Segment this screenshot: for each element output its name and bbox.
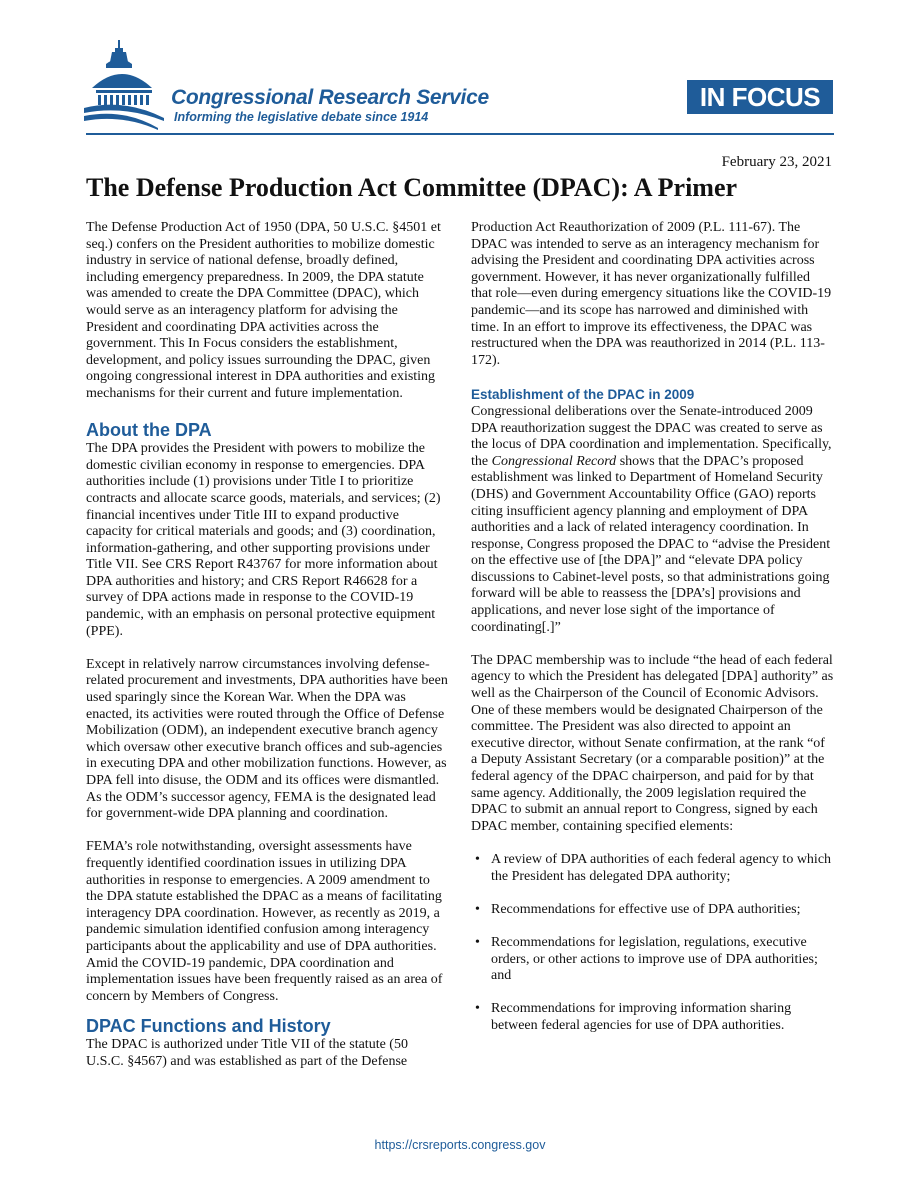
list-item [471,902,834,919]
list-item-text: A review of DPA authorities of each federal agency to which the President has delegated DPA authority; [491,851,832,884]
list-item-text: Recommendations for improving information sharing between federal agencies for use of DPA authorities. [491,1001,792,1033]
left-column [86,220,449,1087]
bullet-icon: • [475,1001,480,1017]
heading-about-dpa: About the DPA [86,420,212,441]
congressional-record-citation: Congressional Record [491,453,617,469]
in-focus-badge: IN FOCUS [687,80,833,114]
continued-paragraph: Production Act Reauthorization of 2009 (P.L. 111-67). The DPAC was intended to serve as an interagency mechanism for advising the President and coordinating DPA activities across government. However, it has never organizationally fulfilled that role—even during emergency situations like the COVID-19 pandemic—and its scope has narrowed and diminished with time. In an effort to improve its effectiveness, the DPAC was restructured when the DPA was reauthorized in 2014 (P.L. 113-172). [471,220,832,368]
org-tagline: Informing the legislative debate since 1914 [174,110,429,124]
footer-url[interactable]: https://crsreports.congress.gov [374,1138,546,1152]
list-item [471,852,834,885]
establishment-text-a: Congressional deliberations over the Senate-introduced 2009 DPA reauthorization suggest the DPAC was created to serve as the locus of DPA coordination and implementation. Specifically, the [471,403,832,469]
org-name: Congressional Research Service [171,86,489,109]
header-rule [86,133,834,135]
page-title: The Defense Production Act Committee (DPAC): A Primer [86,173,738,202]
report-elements-list [471,852,834,1035]
list-item-text: Recommendations for legislation, regulations, executive orders, or other actions to improve use of DPA authorities; and [491,934,818,984]
bullet-icon: • [475,851,480,867]
bullet-icon: • [475,934,480,950]
heading-dpac-functions: DPAC Functions and History [86,1016,331,1037]
establishment-text-b: shows that the DPAC’s proposed establishment was linked to Department of Homeland Security (DHS) and Government Accountability Office (GAO) reports citing insufficient agency planning and employment of DPA authorities and a lack of related interagency coordination. In response, Congress proposed the DPAC to “advise the President on the effective use of [the DPA]” and “elevate DPA policy discussions to Cabinet-level posts, so that administrations going forward will be able to reassess the [DPA’s] provisions and applications, and never lose sight of the importance of coordinating[.]” [471,453,831,635]
heading-establishment: Establishment of the DPAC in 2009 [471,386,695,402]
intro-paragraph: The Defense Production Act of 1950 (DPA, 50 U.S.C. §4501 et seq.) confers on the President authorities to mobilize domestic industry in service of national defense, broadly defined, including emergency preparedness. In 2009, the DPA statute was amended to create the DPA Committee (DPAC), which would serve as an interagency platform for advising the President and coordinating DPA activities across the government. This In Focus considers the establishment, development, and policy issues surrounding the DPAC, given ongoing congressional interest in DPA authorities and existing mechanisms for their current and future implementation. [86,220,441,401]
bullet-icon: • [475,901,480,917]
about-paragraph-2: Except in relatively narrow circumstances involving defense-related procurement and investments, DPA authorities have been used sparingly since the Korean War. When the DPA was enacted, its activities were routed through the Office of Defense Mobilization (ODM), an independent executive branch agency which oversaw other executive branch offices and sub-agencies in executing DPA and other mobilization functions. However, as DPA fell into disuse, the ODM and its offices were dismantled. As the ODM’s successor agency, FEMA is the designated lead for government-wide DPA planning and coordination. [86,656,448,822]
establishment-paragraph-2: The DPAC membership was to include “the head of each federal agency to which the President has delegated [DPA] authority” as well as the Chairperson of the Council of Economic Advisors. One of these members would be designated Chairperson of the committee. The President was also directed to appoint an executive director, without Senate confirmation, at the rank “of a Deputy Assistant Secretary (or a comparable position)” at the federal agency of the DPAC chairperson, and paid for by that same agency. Additionally, the 2009 legislation required the DPAC to submit an annual report to Congress, signed by each DPAC member, containing specified elements: [471,652,834,834]
list-item [471,1001,834,1034]
page-header [0,0,920,140]
establishment-paragraph-1 [471,404,834,636]
capitol-dome-icon [84,40,164,130]
publication-date: February 23, 2021 [721,154,832,170]
about-paragraph-3: FEMA’s role notwithstanding, oversight assessments have frequently identified coordination issues in utilizing DPA authorities in response to emergencies. A 2009 amendment to the DPA statute established the DPAC as a means of facilitating interagency DPA coordination. However, as recently as 2019, a pandemic simulation identified confusion among interagency participants about the applicability and use of DPA authorities. Amid the COVID-19 pandemic, DPA coordination and implementation issues have been frequently raised as an area of concern by Members of Congress. [86,839,443,1004]
about-paragraph-1: The DPA provides the President with powers to mobilize the domestic civilian economy in response to emergencies. DPA authorities include (1) provisions under Title I to prioritize contracts and allocate scarce goods, materials, and services; (2) financial incentives under Title III to expand productive capacity for critical materials and goods; and (3) coordination, information-gathering, and other supporting provisions under Title VII. See CRS Report R43767 for more information about DPA authorities and history; and CRS Report R46628 for a survey of DPA actions made in response to the COVID-19 pandemic, with an emphasis on personal protective equipment (PPE). [86,441,441,639]
list-item [471,935,834,985]
list-item-text: Recommendations for effective use of DPA authorities; [491,901,801,917]
functions-paragraph-1: The DPAC is authorized under Title VII of the statute (50 U.S.C. §4567) and was established as part of the Defense [86,1037,408,1069]
right-column [471,220,834,1051]
